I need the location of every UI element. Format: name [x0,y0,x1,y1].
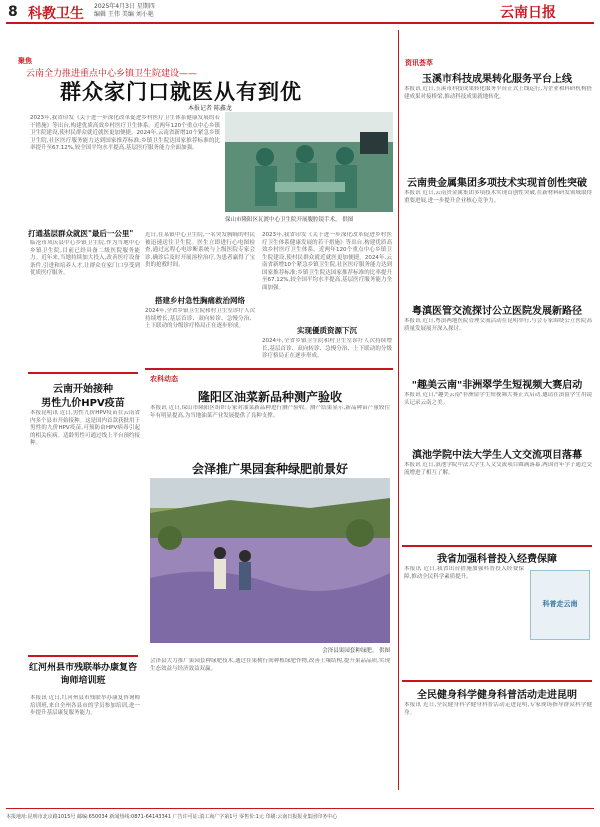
right-body-6: 本报讯 近日,我省出台措施加强科普投入经费保障,推动全民科学素质提升。 [404,566,524,580]
header-meta: 2025年4月3日 星期四 编辑 王伟 美编 刘小艳 [94,3,155,18]
lead-body-2a: 近日,在某镇中心卫生院,一名突发胸痛的村民被迅速送往卫生院。医生立即进行心电图检查,通过远程心电诊断系统与上级医院专家会诊,确诊后及时开展溶栓治疗,为患者赢得了宝贵的抢救时间。 [145,232,255,268]
agri-photo [150,478,390,643]
agri-tag: 农科动态 [150,375,178,383]
honghe-rule [28,655,138,657]
right-rule-6 [402,545,592,547]
column-divider [398,30,399,790]
hpv-title-2: 男性九价HPV疫苗 [41,398,125,409]
science-promo-box [530,570,590,640]
lead-subhead-2: 搭建乡村急性胸痛救治网络 [155,296,245,305]
surgery-photo-illustration [225,112,393,212]
right-rule-7 [402,680,592,682]
right-body-3: 本报讯 近日,粤滇两地医院管理交流活动在昆明举行,与会专家围绕公立医院高质量发展展开深入探讨。 [404,318,592,332]
page-number: 8 [8,4,18,20]
right-title-3: 粤滇医管交流探讨公立医院发展新路径 [412,306,582,317]
lead-body-2b: 2024年,全省乡镇卫生院和村卫生室诊疗人次持续增长,基层首诊、双向转诊、急慢分治、上下联动的分级诊疗格局正在逐步形成。 [145,308,255,329]
science-promo-text: 科普走云南 [542,600,578,608]
agri-photo-caption: 会泽县果园套种绿肥。 供图 [322,648,390,654]
agri-title-1: 隆阳区油菜新品种测产验收 [197,390,342,404]
lead-photo [225,112,393,212]
hpv-rule [28,372,138,374]
honghe-title: 红河州县市残联举办康复咨询师培训班 [28,663,137,686]
right-title-2: 云南贵金属集团多项技术实现首创性突破 [407,178,587,189]
right-body-2: 本报讯 近日,云南贵金属集团多项技术实现首创性突破,在新材料研发领域取得重要进展,进一步提升企业核心竞争力。 [404,190,592,204]
lead-body-3b: 2024年,全省乡镇卫生院和村卫生室诊疗人次持续增长,基层首诊、双向转诊、急慢分治、上下联动的分级诊疗格局正在逐步形成。 [262,338,392,359]
footer-info: 本报地址:昆明市北京路1015号 邮编:650034 新闻热线:0871-64143341 广告许可证:滇工商广字第1号 零售价:1元 印刷:云南日报报业集团印务中心 [6,808,594,820]
right-title-6: 我省加强科普投入经费保障 [437,554,557,565]
section-title: 科教卫生 [28,6,84,22]
right-body-7: 本报讯 近日,全民健身科学健身科普活动走进昆明,专家现场指导群众科学健身。 [404,702,592,716]
honghe-body: 本报讯 近日,红河州县市残联举办康复咨询师培训班,来自全州各县市的学员参加培训,进一步提升基层康复服务能力。 [30,695,140,716]
lead-body-1: 临沧市凤庆县中心乡镇卫生院,作为当地中心乡镇卫生院,目前已经具备二级医院服务能力。近年来,当地持续加大投入,改善医疗设备条件,引进和培养人才,让群众在家门口享受到优质医疗服务。 [30,240,140,276]
header-rule [6,22,594,24]
hpv-body: 本报昆明讯 近日,男性九价HPV疫苗在云南省内多个县市开始接种。这是国内首款获批用于男性的九价HPV疫苗,可预防由HPV病毒引起的相关疾病。适龄男性可通过线上平台预约接种。 [30,410,140,446]
lead-subhead-1: 打通基层群众就医"最后一公里" [28,229,134,238]
right-title-4: "趣美云南"非洲翠学生短视频大赛启动 [411,380,583,391]
right-body-4: 本报讯 近日,"趣美云南"非洲留学生短视频大赛正式启动,邀请在滇留学生用镜头记录云南之美。 [404,392,592,406]
right-tag: 资讯荟萃 [405,59,433,67]
lead-kicker: 云南全力推进重点中心乡镇卫生院建设—— [26,69,198,79]
lead-byline: 本报记者 陈鑫龙 [188,105,232,112]
orchard-photo-illustration [150,478,390,643]
hpv-title-1: 云南开始接种 [53,384,113,395]
lead-intro: 2023年,我省印发《关于进一步深化改革促进乡村医疗卫生体系健康发展的若干措施》等出台,构建优质高效乡村医疗卫生体系。近两年120个重点中心乡镇卫生院建设,使村民群众就近就医更加便捷。2024年,云南省新增10个紧急乡镇卫生院,社区医疗服务能力达到国家推荐标准;乡镇卫生院达国家推荐标准的比率提升至67.12%,较全国平均水平提高,基层医疗服务能力全面加强。 [30,115,220,151]
lead-subhead-3: 实现優质资源下沉 [297,326,357,335]
right-title-5: 滇池学院中法大学生人文交流项目落幕 [412,450,582,461]
agri-title-2: 会泽推广果园套种绿肥前景好 [191,462,348,476]
right-title-1: 玉溪市科技成果转化服务平台上线 [422,74,572,85]
right-title-7: 全民健身科学健身科普活动走进昆明 [417,690,577,701]
lead-tag: 聚焦 [18,57,32,65]
lead-body-3a: 2023年,我省印发《关于进一步深化改革促进乡村医疗卫生体系健康发展的若干措施》等出台,构建优质高效乡村医疗卫生体系。近两年120个重点中心乡镇卫生院建设,使村民群众就近就医更加便捷。2024年,云南省新增10个紧急乡镇卫生院,社区医疗服务能力达到国家推荐标准;乡镇卫生院达国家推荐标准的比率提升至67.12%,较全国平均水平提高,基层医疗服务能力全面加强。 [262,232,392,291]
agri-body-2: 会泽县大力推广果园套种绿肥技术,通过在果树行间种植绿肥作物,改善土壤结构,提升果品品质,实现生态效益与经济效益双赢。 [150,658,390,672]
lead-photo-caption: 保山市隆阳区瓦渡中心卫生院开展腹腔镜手术。 供图 [225,217,354,223]
right-body-1: 本报讯 近日,玉溪市科技成果转化服务平台正式上线运行,为企业和科研机构搭建成果对接桥梁,推动科技成果就地转化。 [404,86,592,100]
masthead-logo: 云南日报 [500,5,556,21]
right-body-5: 本报讯 近日,滇池学院中法大学生人文交流项目圆满落幕,两国青年学子通过交流增进了相互了解。 [404,462,592,476]
lead-headline: 群众家门口就医从有到优 [60,80,302,104]
agri-body-1: 本报讯 近日,保山市隆阳区组织专家对油菜新品种进行测产验收。测产结果显示,新品种亩产量较往年有明显提高,为当地油菜产业发展提供了良种支撑。 [150,405,390,419]
agri-rule [145,368,393,370]
